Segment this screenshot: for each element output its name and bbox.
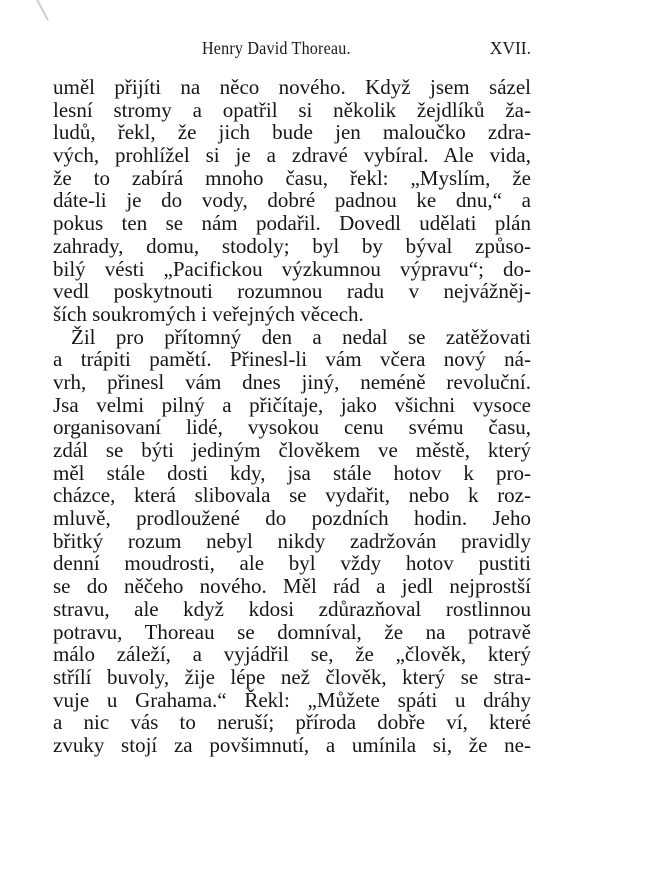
text-line: břitký rozum nebyl nikdy zadržován pravidly [53, 528, 531, 553]
text-line: vedl poskytnouti rozumnou radu v nejvážněj- [53, 279, 531, 304]
text-line: vrh, přinesl vám dnes jiný, neméně revoluční. [53, 369, 531, 394]
text-line: měl stále dosti kdy, jsa stále hotov k pro- [53, 460, 531, 485]
text-line: organisovaní lidé, vysokou cenu svému času, [53, 415, 531, 440]
page-number: XVII. [489, 38, 531, 58]
text-line: denní moudrosti, ale byl vždy hotov pustiti [53, 551, 531, 576]
text-line: střílí buvoly, žije lépe než člověk, který se stra- [53, 664, 531, 689]
running-title: Henry David Thoreau. [202, 38, 351, 58]
text-line: se do něčeho nového. Měl rád a jedl nejprostší [53, 574, 531, 599]
text-line: uměl přijíti na něco nového. Když jsem sázel [53, 75, 531, 99]
text-line: pokus ten se nám podařil. Dovedl udělati plán [53, 211, 531, 236]
text-line: a trápiti pamětí. Přinesl-li vám včera nový ná- [53, 347, 531, 372]
text-line: mluvě, prodloužené do pozdních hodin. Jeho [53, 506, 531, 531]
text-line: stravu, ale když kdosi zdůrazňoval rostlinnou [53, 596, 531, 621]
text-line: cházce, která slibovala se vydařit, nebo k roz- [53, 483, 531, 508]
text-line: zdál se býti jediným člověkem ve městě, který [53, 438, 531, 462]
text-line: vuje u Grahama.“ Řekl: „Můžete spáti u dráhy [53, 687, 531, 712]
text-line: zahrady, domu, stodoly; byl by býval způso- [53, 233, 531, 258]
text-line: že to zabírá mnoho času, řekl: „Myslím, že [53, 165, 531, 190]
text-line: bilý vésti „Pacifickou výzkumnou výpravu“; do- [53, 256, 531, 281]
text-line: potravu, Thoreau se domníval, že na potravě [53, 619, 531, 644]
scan-crease-mark [34, 0, 49, 21]
text-line: lesní stromy a opatřil si několik žejdlíků ža- [53, 97, 531, 122]
text-line: zvuky stojí za povšimnutí, a umínila si, že ne- [53, 732, 531, 757]
text-line: ludů, řekl, že jich bude jen maloučko zdra- [53, 120, 531, 145]
paragraph-start-line: Žil pro přítomný den a nedal se zatěžovati [71, 324, 531, 349]
text-line: a nic vás to neruší; příroda dobře ví, které [53, 710, 531, 735]
text-line: málo záleží, a vyjádřil se, že „člověk, který [53, 642, 531, 667]
paragraph-end-line: ších soukromých i veřejných věcech. [53, 301, 364, 326]
text-line: vých, prohlížel si je a zdravé vybíral. Ale vida, [53, 143, 531, 168]
text-line: Jsa velmi pilný a přičítaje, jako všichni vysoce [53, 392, 531, 417]
body-text [53, 76, 531, 757]
running-head [53, 38, 531, 64]
text-line: dáte-li je do vody, dobré padnou ke dnu,“ a [53, 188, 531, 213]
